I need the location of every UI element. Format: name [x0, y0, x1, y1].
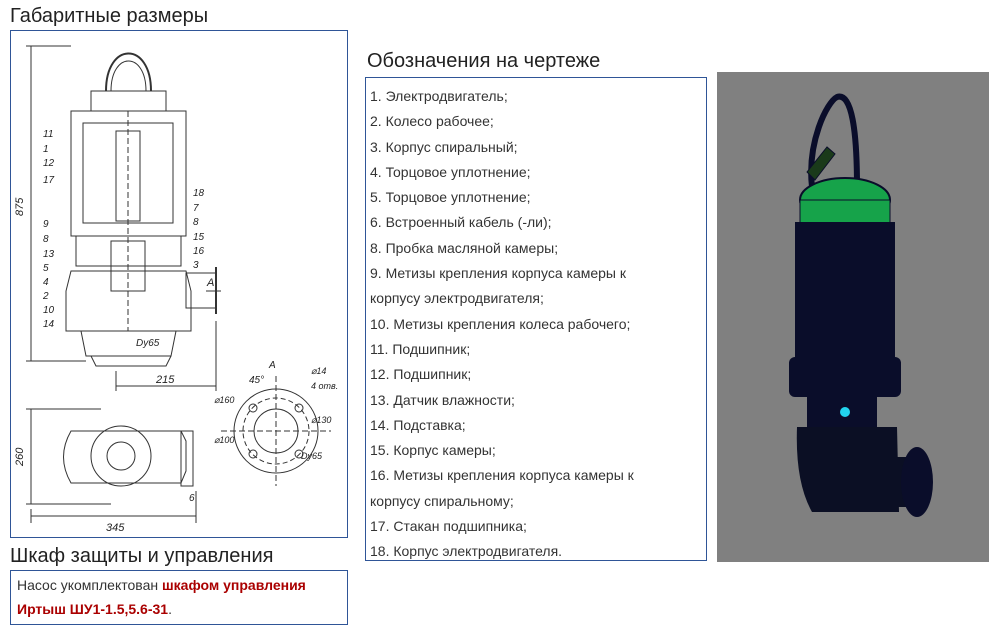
legend-item: 12. Подшипник; — [370, 366, 472, 383]
callout-2: 2 — [43, 291, 49, 302]
height-dim-label: 875 — [14, 197, 26, 216]
legend-item: 5. Торцовое уплотнение; — [370, 189, 531, 206]
callout-4: 4 — [43, 277, 49, 288]
legend-item: 16. Метизы крепления корпуса камеры к — [370, 467, 634, 484]
callout-5: 5 — [43, 263, 49, 274]
flange-holes-label: 4 отв. — [311, 381, 339, 391]
outlet-dy-label: Dy65 — [136, 338, 160, 349]
legend-heading: Обозначения на чертеже — [367, 50, 601, 72]
drawing-svg — [11, 31, 347, 537]
plan-width-label: 345 — [106, 522, 125, 534]
arrow-a-label: A — [207, 277, 215, 289]
flange-d130-label: ⌀130 — [311, 415, 332, 425]
pump-handle-shape — [106, 54, 151, 92]
cabinet-note-prefix: Насос укомплектован — [17, 577, 162, 593]
legend-item: 10. Метизы крепления колеса рабочего; — [370, 315, 631, 332]
cabinet-note-box — [10, 570, 348, 625]
flange-view-label: A — [269, 360, 276, 371]
callout-7: 7 — [193, 203, 199, 214]
flange-hole-dia-label: ⌀14 — [311, 366, 327, 376]
pump-photo — [717, 72, 989, 562]
legend-item: корпусу спиральному; — [370, 492, 514, 509]
cabinet-heading: Шкаф защиты и управления — [10, 545, 274, 567]
legend-list — [366, 78, 706, 565]
cabinet-link-part2[interactable]: Иртыш ШУ1-1.5,5.6-31 — [17, 601, 169, 617]
legend-item: 4. Торцовое уплотнение; — [370, 163, 531, 180]
callout-8: 8 — [43, 234, 49, 245]
cabinet-link-part1[interactable]: шкафом управления — [161, 577, 306, 593]
legend-item: 2. Колесо рабочее; — [370, 113, 494, 130]
legend-item: 3. Корпус спиральный; — [370, 138, 518, 155]
callout-9: 9 — [43, 219, 49, 230]
callout-15: 15 — [193, 232, 205, 243]
legend-item: 9. Метизы крепления корпуса камеры к — [370, 265, 627, 282]
legend-item: 1. Электродвигатель; — [370, 88, 508, 104]
cabinet-note-suffix: . — [168, 601, 172, 617]
flange-dy-label: Dy65 — [301, 451, 323, 461]
callout-13: 13 — [43, 249, 55, 260]
legend-item: 11. Подшипник; — [370, 340, 471, 357]
cabinet-note — [11, 571, 347, 623]
callout-18: 18 — [193, 188, 205, 199]
callout-12: 12 — [43, 158, 55, 169]
callout-16: 16 — [193, 246, 205, 257]
legend-item: 6. Встроенный кабель (-ли); — [370, 214, 552, 231]
flange-d160-label: ⌀160 — [214, 395, 235, 405]
legend-item: 17. Стакан подшипника; — [370, 518, 527, 535]
callout-11: 11 — [43, 129, 54, 140]
callout-10: 10 — [43, 305, 55, 316]
legend-item: корпусу электродвигателя; — [370, 290, 544, 307]
pump-illustration — [717, 72, 989, 562]
callout-17: 17 — [43, 175, 55, 186]
flange-angle-label: 45° — [249, 375, 265, 386]
legend-item: 13. Датчик влажности; — [370, 391, 515, 408]
width-dim-label: 215 — [156, 374, 175, 386]
plan-height-label: 260 — [14, 447, 26, 466]
plan-callout-6: 6 — [189, 493, 195, 504]
legend-item: 14. Подставка; — [370, 416, 466, 433]
legend-item: 15. Корпус камеры; — [370, 442, 496, 459]
callout-14: 14 — [43, 319, 55, 330]
plan-view-shape — [64, 431, 187, 483]
legend-box — [365, 77, 707, 561]
callout-1: 1 — [43, 144, 49, 155]
dimensions-heading: Габаритные размеры — [10, 5, 209, 27]
dimension-drawing — [10, 30, 348, 538]
legend-item: 8. Пробка масляной камеры; — [370, 239, 559, 256]
callout-8-right: 8 — [193, 217, 199, 228]
flange-d100-label: ⌀100 — [214, 435, 235, 445]
callout-3: 3 — [193, 260, 199, 271]
legend-item: 18. Корпус электродвигателя. — [370, 543, 563, 560]
